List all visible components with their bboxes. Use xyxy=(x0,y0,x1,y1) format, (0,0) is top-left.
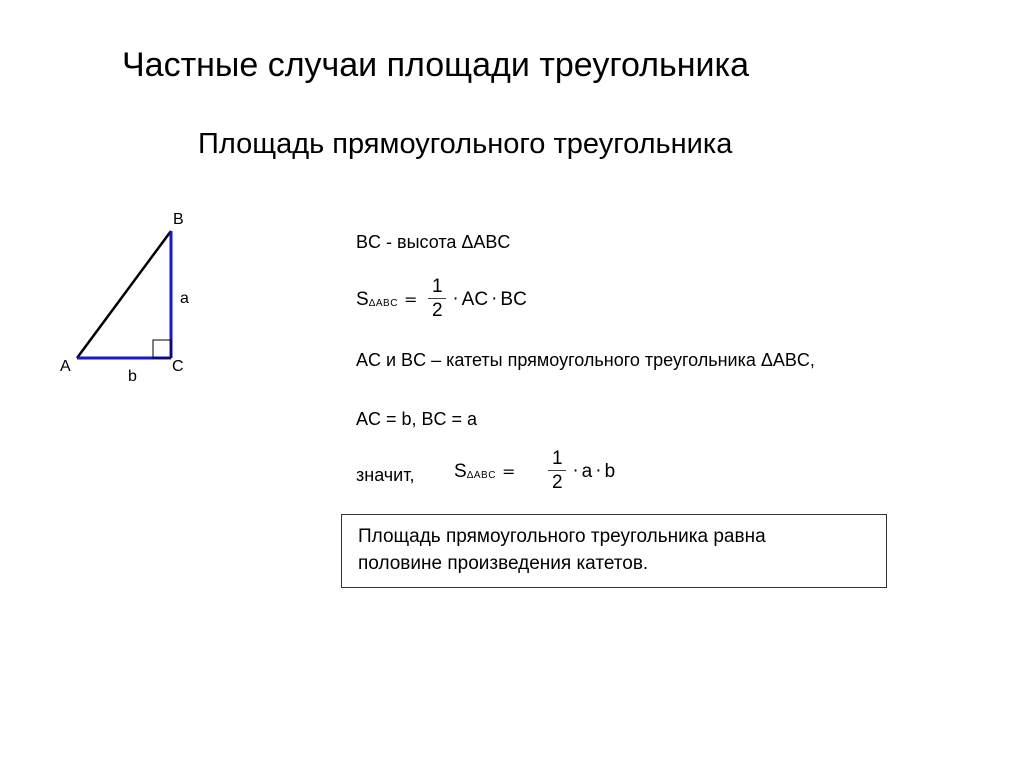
fraction-numerator: 1 xyxy=(432,276,443,297)
conclusion-line-2: половине произведения катетов. xyxy=(358,553,649,574)
height-statement: BC - высота ΔABC xyxy=(356,232,511,252)
multiply-dot: · xyxy=(452,287,459,309)
fraction-one-half xyxy=(548,448,566,495)
side-a-label: a xyxy=(180,290,189,307)
vertex-a-label: A xyxy=(60,358,71,375)
formula-equals: = xyxy=(501,462,516,481)
multiply-dot: · xyxy=(572,459,579,481)
area-formula-2 xyxy=(454,448,615,495)
fraction-one-half xyxy=(428,276,446,323)
right-angle-mark xyxy=(153,340,171,358)
formula-factor-b: b xyxy=(604,460,616,482)
hypotenuse-ab xyxy=(77,231,171,358)
formula-subscript: ΔABC xyxy=(368,298,398,309)
conclusion-line-1: Площадь прямоугольного треугольника равна xyxy=(358,526,766,547)
formula-s: S xyxy=(454,460,467,482)
multiply-dot: · xyxy=(491,287,498,309)
multiply-dot: · xyxy=(595,459,602,481)
therefore-label: значит, xyxy=(356,465,415,485)
formula-factor-ac: AC xyxy=(461,288,489,310)
legs-values: AC = b, BC = a xyxy=(356,409,478,429)
area-formula-1 xyxy=(356,276,527,323)
legs-statement: AC и BC – катеты прямоугольного треугольника ΔABC, xyxy=(356,350,815,370)
formula-factor-a: a xyxy=(581,460,593,482)
fraction-denominator: 2 xyxy=(432,300,443,321)
formula-s: S xyxy=(356,288,369,310)
formula-equals: = xyxy=(403,290,418,309)
formula-subscript: ΔABC xyxy=(466,470,496,481)
vertex-b-label: B xyxy=(173,211,184,228)
vertex-c-label: C xyxy=(172,358,184,375)
formula-factor-bc: BC xyxy=(500,288,527,310)
fraction-numerator: 1 xyxy=(552,448,563,469)
side-b-label: b xyxy=(128,368,137,385)
slide-title: Частные случаи площади треугольника xyxy=(122,46,749,84)
slide-subtitle: Площадь прямоугольного треугольника xyxy=(198,128,733,160)
conclusion-box xyxy=(341,514,887,588)
fraction-denominator: 2 xyxy=(552,472,563,493)
